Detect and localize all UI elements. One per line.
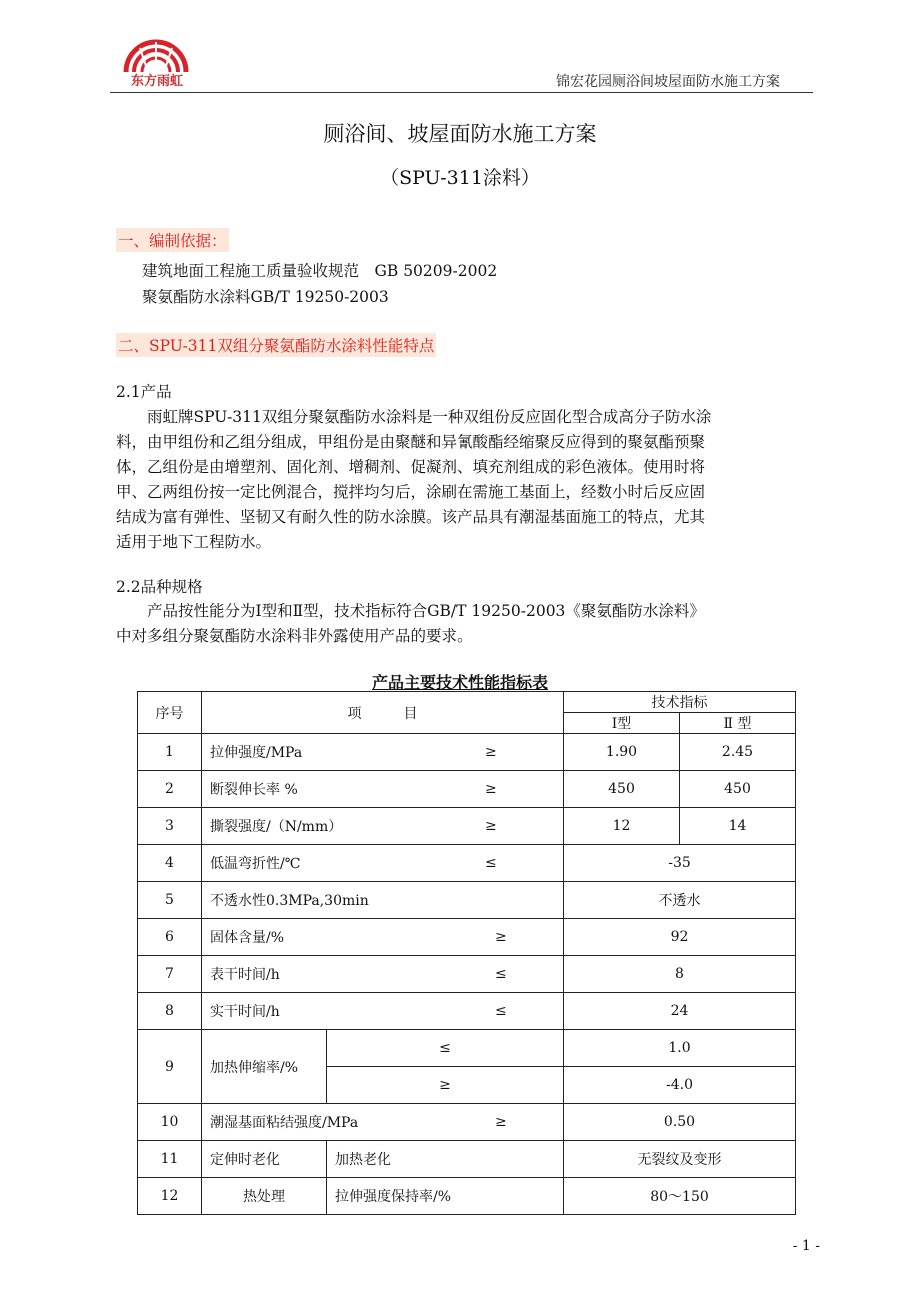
row-item: 定伸时老化: [202, 1141, 327, 1178]
row-no: 2: [138, 771, 202, 808]
row-value: 不透水: [564, 882, 796, 919]
row-value-type1: 12: [564, 808, 680, 845]
row-no: 4: [138, 845, 202, 882]
table-title: 产品主要技术性能指标表: [371, 673, 548, 692]
row-sub-item: 拉伸强度保持率/%: [327, 1178, 564, 1215]
table-row: [138, 882, 796, 919]
row-value: 24: [564, 993, 796, 1030]
row-value: 8: [564, 956, 796, 993]
table-row: [138, 1178, 796, 1215]
reference-line-1: 建筑地面工程施工质量验收规范 GB 50209-2002: [142, 262, 498, 280]
s21-line-6: 适用于地下工程防水。: [116, 533, 272, 551]
row-sym: ≥: [327, 1067, 564, 1104]
row-value: 92: [564, 919, 796, 956]
row-no: 6: [138, 919, 202, 956]
s22-heading: 2.2品种规格: [116, 578, 203, 596]
row-item: 实干时间/h ≤: [202, 993, 564, 1030]
row-sub-item: 加热老化: [327, 1141, 564, 1178]
row-item: 拉伸强度/MPa ≥: [202, 734, 564, 771]
row-value-type1: 1.90: [564, 734, 680, 771]
row-no: 9: [138, 1030, 202, 1104]
row-value: 80～150: [564, 1178, 796, 1215]
header-tech: 技术指标: [564, 692, 796, 713]
logo-text: 东方雨虹: [130, 74, 183, 89]
row-item: 固体含量/% ≥: [202, 919, 564, 956]
section1-heading: 一、编制依据：: [116, 228, 229, 252]
s21-line-1: 雨虹牌SPU-311双组分聚氨酯防水涂料是一种双组份反应固化型合成高分子防水涂: [116, 408, 712, 426]
row-value-type2: 14: [680, 808, 796, 845]
row-no: 7: [138, 956, 202, 993]
table-row: [138, 1104, 796, 1141]
page-subtitle: （SPU-311涂料）: [380, 167, 540, 189]
row-no: 3: [138, 808, 202, 845]
row-value: 1.0: [564, 1030, 796, 1067]
row-item: 表干时间/h ≤: [202, 956, 564, 993]
s22-line-2: 中对多组分聚氨酯防水涂料非外露使用产品的要求。: [116, 627, 473, 645]
table-row: [138, 919, 796, 956]
table-row: [138, 1030, 796, 1067]
header-item: 项 目: [202, 692, 564, 734]
s21-line-5: 结成为富有弹性、坚韧又有耐久性的防水涂膜。该产品具有潮湿基面施工的特点，尤其: [116, 508, 706, 526]
row-item: 撕裂强度/（N/mm） ≥: [202, 808, 564, 845]
s21-line-4: 甲、乙两组份按一定比例混合，搅拌均匀后，涂刷在需施工基面上，经数小时后反应固: [116, 483, 706, 501]
reference-line-2: 聚氨酯防水涂料GB/T 19250-2003: [142, 288, 389, 306]
row-no: 11: [138, 1141, 202, 1178]
row-no: 1: [138, 734, 202, 771]
table-row: [138, 993, 796, 1030]
row-value-type2: 450: [680, 771, 796, 808]
table-row: [138, 956, 796, 993]
row-sym: ≤: [327, 1030, 564, 1067]
table-row: [138, 808, 796, 845]
row-item: 低温弯折性/℃ ≤: [202, 845, 564, 882]
row-no: 12: [138, 1178, 202, 1215]
row-value-type2: 2.45: [680, 734, 796, 771]
row-value: -4.0: [564, 1067, 796, 1104]
header-no: 序号: [138, 692, 202, 734]
row-no: 8: [138, 993, 202, 1030]
s21-line-2: 料，由甲组份和乙组分组成，甲组份是由聚醚和异氰酸酯经缩聚反应得到的聚氨酯预聚: [116, 433, 706, 451]
s21-heading: 2.1产品: [116, 383, 172, 401]
header-divider: [110, 92, 813, 93]
row-item: 断裂伸长率 % ≥: [202, 771, 564, 808]
row-item: 潮湿基面粘结强度/MPa ≥: [202, 1104, 564, 1141]
company-logo: [120, 36, 192, 100]
row-value: 0.50: [564, 1104, 796, 1141]
s21-line-3: 体，乙组份是由增塑剂、固化剂、增稠剂、促凝剂、填充剂组成的彩色液体。使用时将: [116, 458, 706, 476]
header-doc-name: 锦宏花园厕浴间坡屋面防水施工方案: [556, 74, 780, 90]
spec-table: [137, 691, 796, 1215]
table-row: [138, 771, 796, 808]
row-value: 无裂纹及变形: [564, 1141, 796, 1178]
row-value: -35: [564, 845, 796, 882]
row-value-type1: 450: [564, 771, 680, 808]
header-type1: Ⅰ型: [564, 713, 680, 734]
section2-heading: 二、SPU-311双组分聚氨酯防水涂料性能特点: [116, 333, 436, 357]
s22-line-1: 产品按性能分为Ⅰ型和Ⅱ型，技术指标符合GB/T 19250-2003《聚氨酯防水涂料》: [116, 602, 705, 620]
row-item: 不透水性0.3MPa,30min: [202, 882, 564, 919]
row-item: 热处理: [202, 1178, 327, 1215]
row-no: 5: [138, 882, 202, 919]
row-no: 10: [138, 1104, 202, 1141]
page-title: 厕浴间、坡屋面防水施工方案: [323, 122, 597, 146]
header-type2: Ⅱ 型: [680, 713, 796, 734]
row-item: 加热伸缩率/%: [202, 1030, 327, 1104]
table-row: [138, 845, 796, 882]
page-number: - 1 -: [792, 1238, 820, 1254]
table-row: [138, 1141, 796, 1178]
table-row: [138, 734, 796, 771]
